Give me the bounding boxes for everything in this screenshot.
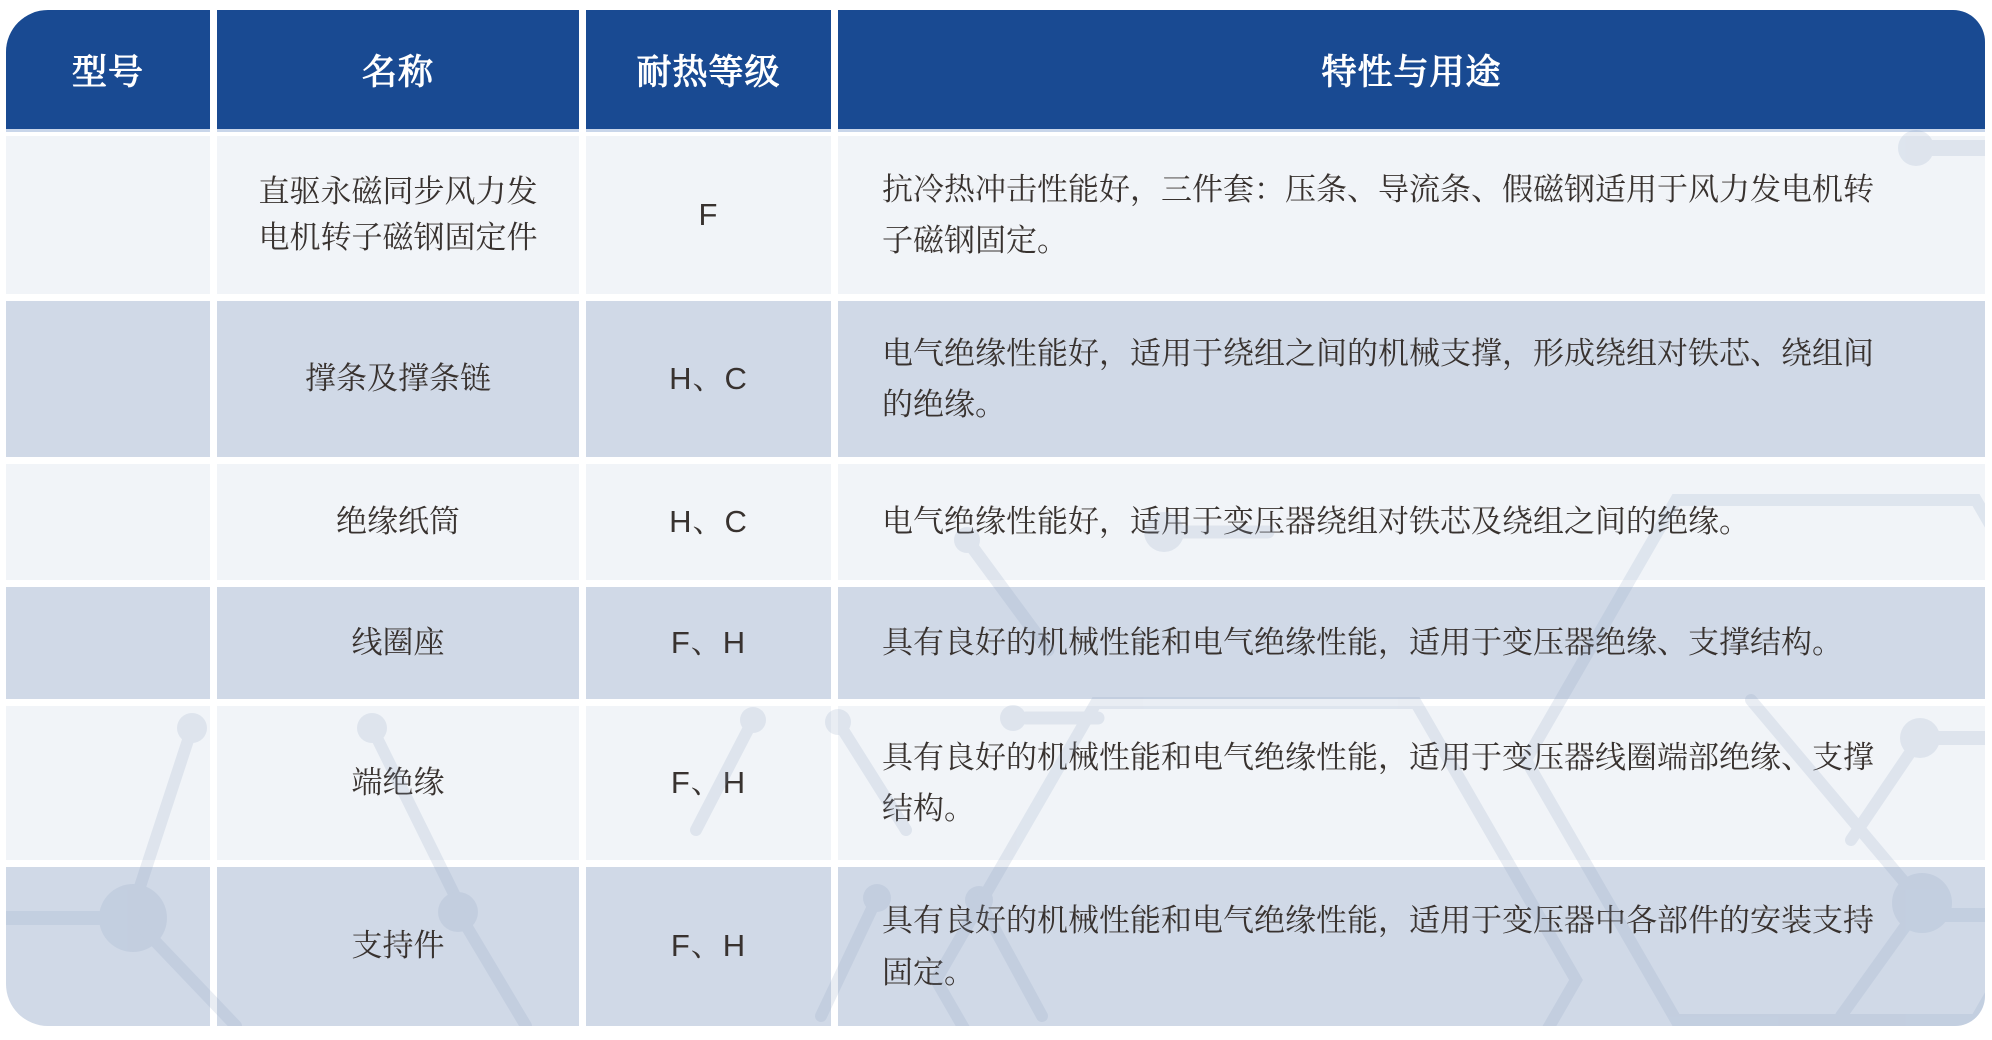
cell-grade: H、C <box>586 301 831 457</box>
cell-features: 具有良好的机械性能和电气绝缘性能，适用于变压器中各部件的安装支持固定。 <box>838 867 1985 1026</box>
cell-features: 具有良好的机械性能和电气绝缘性能，适用于变压器线圈端部绝缘、支撑结构。 <box>838 706 1985 860</box>
cell-grade: F、H <box>586 587 831 699</box>
cell-grade: F、H <box>586 867 831 1026</box>
cell-features: 电气绝缘性能好，适用于变压器绕组对铁芯及绕组之间的绝缘。 <box>838 464 1985 580</box>
column-header-features: 特性与用途 <box>838 10 1985 129</box>
product-table <box>6 10 1985 1026</box>
cell-features: 电气绝缘性能好，适用于绕组之间的机械支撑，形成绕组对铁芯、绕组间的绝缘。 <box>838 301 1985 457</box>
cell-grade: F <box>586 136 831 294</box>
column-header-name: 名称 <box>217 10 579 129</box>
cell-features: 具有良好的机械性能和电气绝缘性能，适用于变压器绝缘、支撑结构。 <box>838 587 1985 699</box>
cell-name: 撑条及撑条链 <box>217 301 579 457</box>
cell-grade: H、C <box>586 464 831 580</box>
cell-model <box>6 706 210 860</box>
cell-name: 端绝缘 <box>217 706 579 860</box>
column-header-model: 型号 <box>6 10 210 129</box>
column-header-grade: 耐热等级 <box>586 10 831 129</box>
cell-model <box>6 301 210 457</box>
cell-features: 抗冷热冲击性能好，三件套：压条、导流条、假磁钢适用于风力发电机转子磁钢固定。 <box>838 136 1985 294</box>
cell-name: 线圈座 <box>217 587 579 699</box>
cell-grade: F、H <box>586 706 831 860</box>
cell-model <box>6 136 210 294</box>
cell-model <box>6 867 210 1026</box>
cell-name: 绝缘纸筒 <box>217 464 579 580</box>
cell-name: 支持件 <box>217 867 579 1026</box>
cell-model <box>6 587 210 699</box>
cell-name: 直驱永磁同步风力发电机转子磁钢固定件 <box>217 136 579 294</box>
cell-model <box>6 464 210 580</box>
